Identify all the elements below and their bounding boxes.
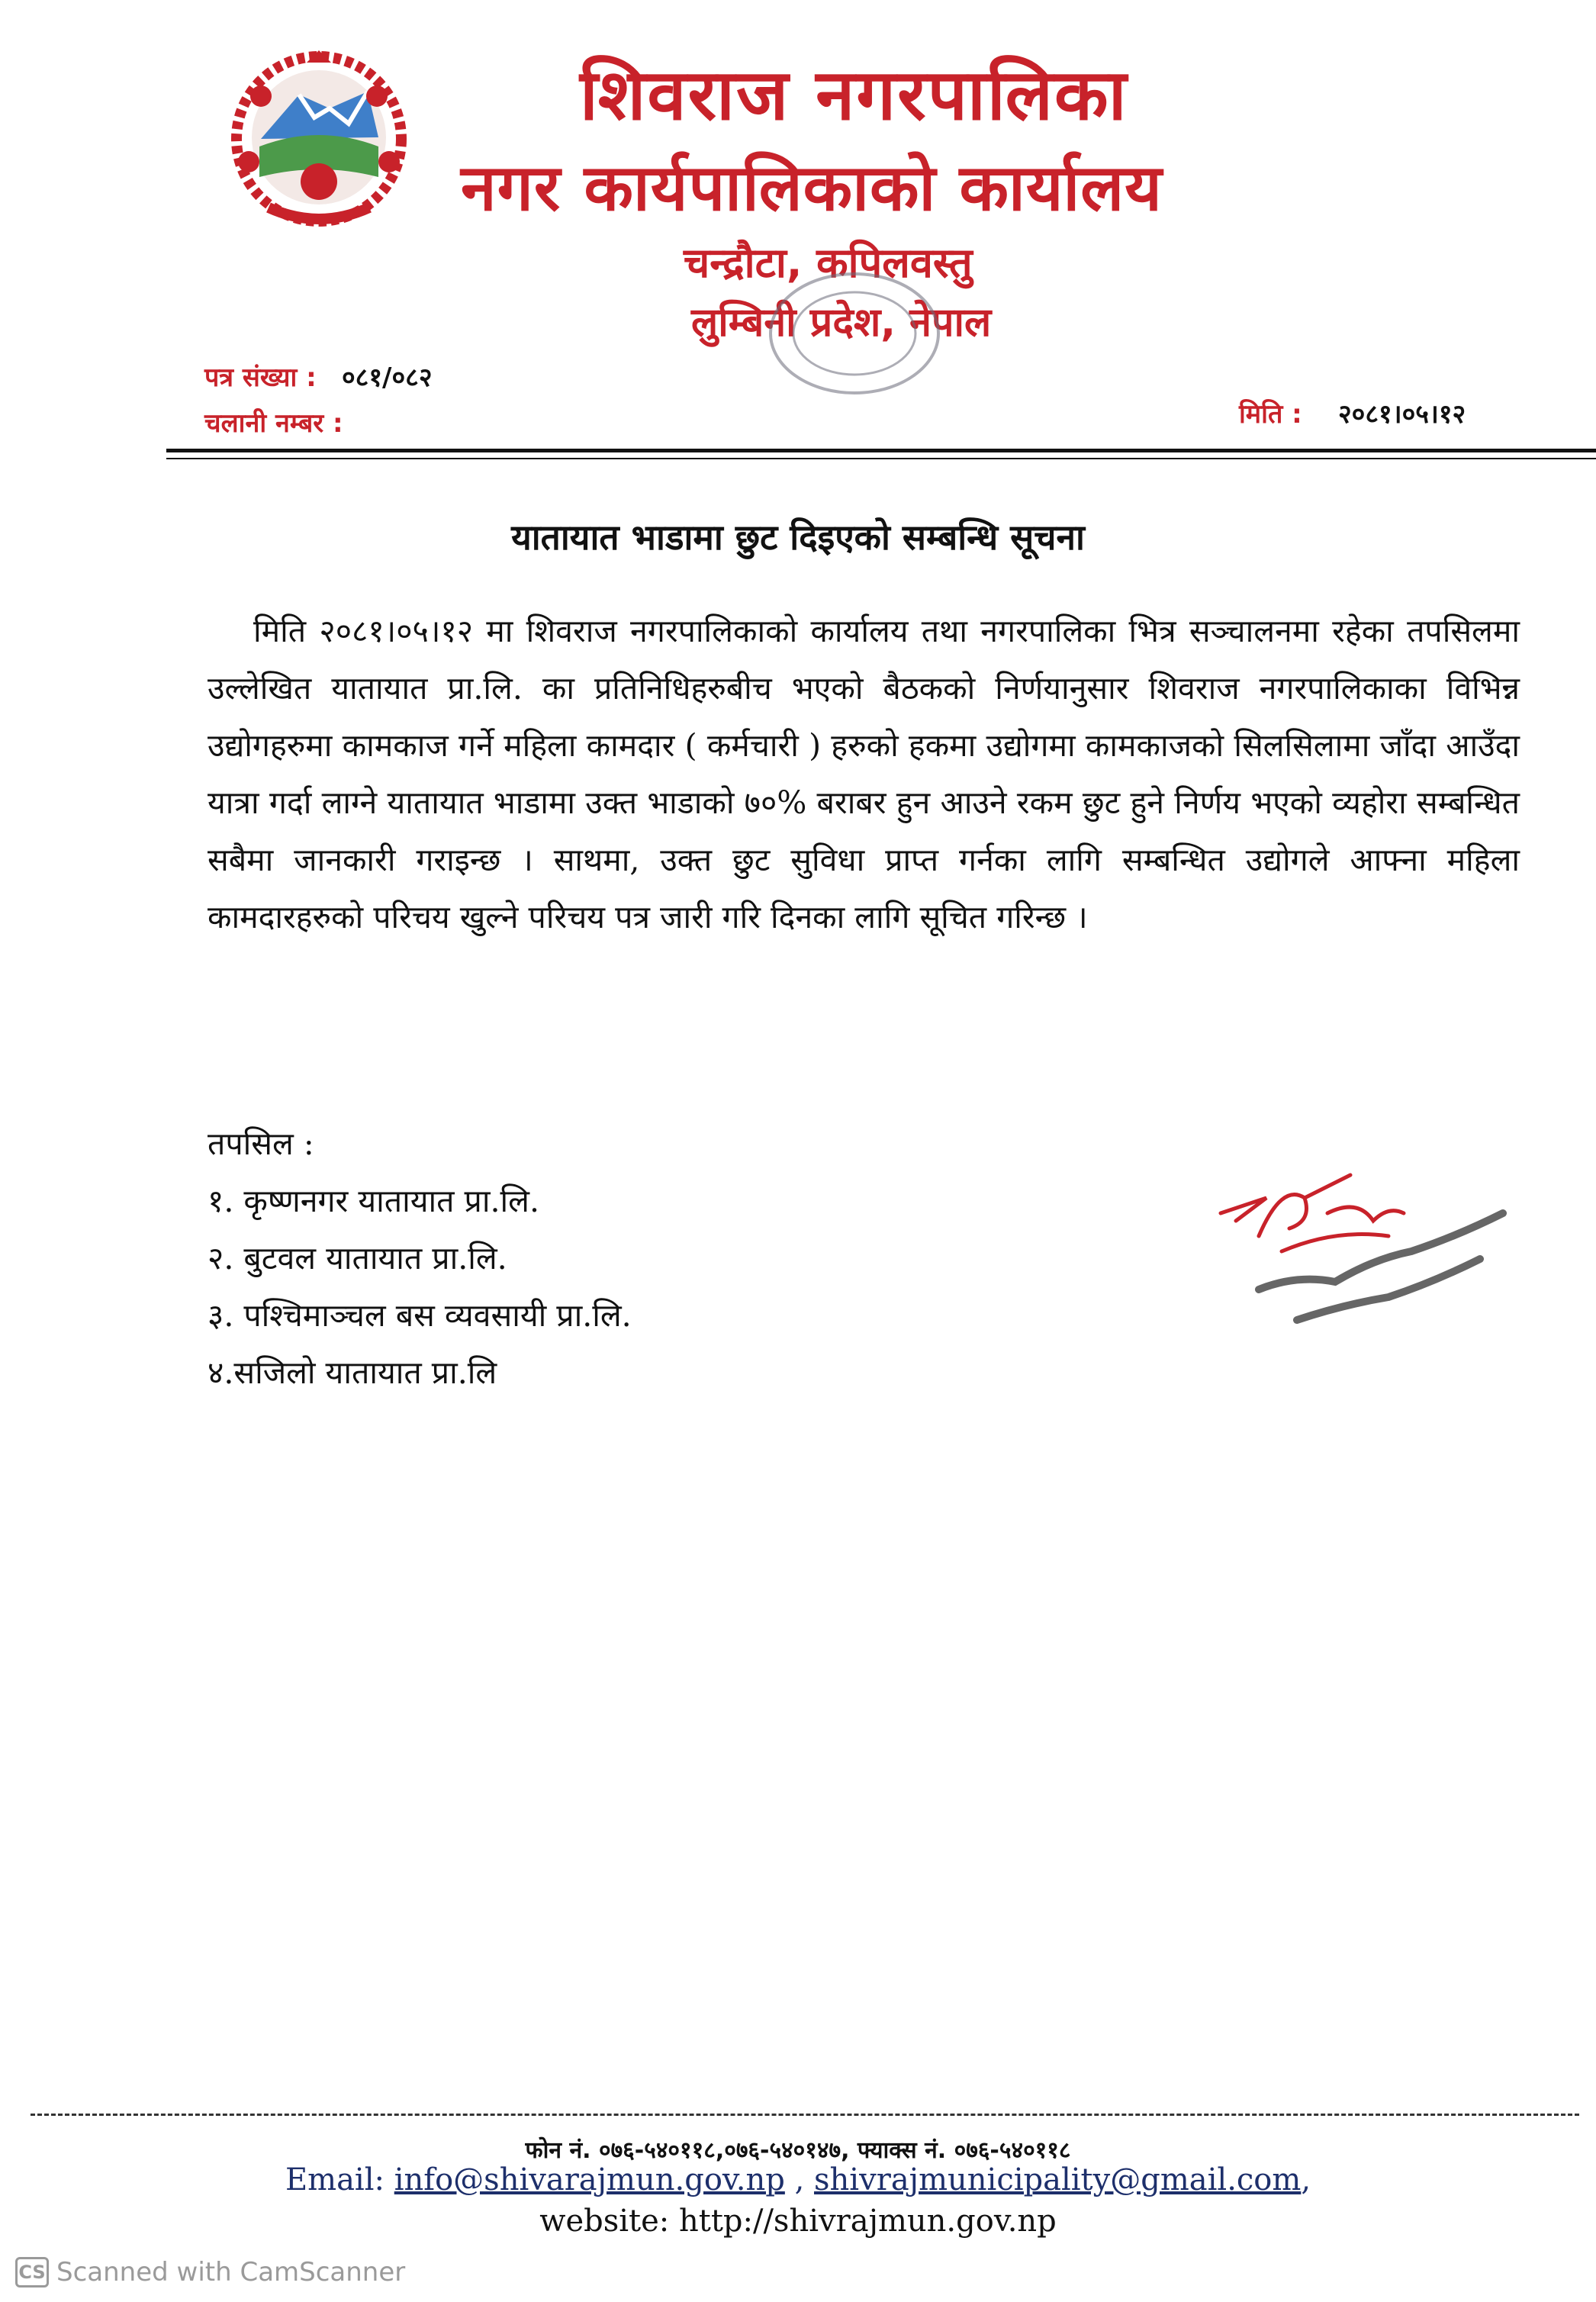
website-link[interactable]: http://shivrajmun.gov.np [678,2204,1057,2239]
org-name: शिवराज नगरपालिका [580,54,1128,136]
nepal-emblem-logo [215,47,423,232]
scanner-watermark-text: Scanned with CamScanner [56,2257,406,2288]
list-item: ४.सजिलो यातायात प्रा.लि [208,1354,497,1391]
email-label: Email: [285,2162,385,2197]
list-item: १. कृष्णनगर यातायात प्रा.लि. [208,1183,539,1219]
notice-body: मिति २०८१।०५।१२ मा शिवराज नगरपालिकाको कार्यालय तथा नगरपालिका भित्र सञ्चालनमा रहेका तपसिलमा उल्लेखित यातायात प्रा.लि. का प्रतिनिधिहरुबीच भएको बैठकको निर्णयानुसार शिवराज नगरपालिकाका विभिन्न उद्योगहरुमा कामकाज गर्ने महिला कामदार ( कर्मचारी ) हरुको हकमा उद्योगमा कामकाजको सिलसिलामा जाँदा आउँदा यात्रा गर्दा लाग्ने यातायात भाडामा उक्त भाडाको ७०% बराबर हुन आउने रकम छुट हुने निर्णय भएको व्यहोरा सम्बन्धित सबैमा जानकारी गराइन्छ । साथमा, उक्त छुट सुविधा प्राप्त गर्नका लागि सम्बन्धित उद्योगले आफ्ना महिला कामदारहरुको परिचय खुल्ने परिचय पत्र जारी गरि दिनका लागि सूचित गरिन्छ । [208,613,1520,935]
list-heading: तपसिल : [208,1125,314,1162]
camscanner-logo-icon: CS [15,2257,49,2288]
ref-number-label: पत्र संख्या : [204,362,317,393]
date-label: मिति : [1239,399,1302,430]
office-name: नगर कार्यपालिकाको कार्यालय [461,150,1163,225]
list-item: ३. पश्चिमाञ्चल बस व्यवसायी प्रा.लि. [208,1297,632,1334]
date-value: २०८१।०५।१२ [1338,399,1466,430]
email-separator: , [794,2162,805,2197]
website-label: website: [539,2204,670,2239]
list-item: २. बुटवल यातायात प्रा.लि. [208,1240,507,1277]
email-link-primary[interactable]: info@shivarajmun.gov.np [394,2162,785,2197]
address-line-1: चन्द्रौटा, कपिलवस्तु [684,239,973,287]
contact-email-line [0,2162,1596,2197]
scanner-watermark [15,2257,405,2288]
ref-number-value: ०८१/०८२ [342,362,433,393]
contact-website-line [0,2204,1596,2239]
notice-title: यातायात भाडामा छुट दिइएको सम्बन्धि सूचना [511,517,1085,558]
address-line-2: लुम्बिनी प्रदेश, नेपाल [691,300,992,346]
email-link-secondary[interactable]: shivrajmunicipality@gmail.com [814,2162,1302,2197]
dispatch-number-label: चलानी नम्बर : [204,408,343,439]
header-divider [166,449,1596,452]
header-divider-thin [166,458,1596,459]
signature-stamp [1213,1167,1533,1396]
email-suffix: , [1301,2162,1311,2197]
office-seal-stamp [763,269,946,398]
contact-phone: फोन नं. ०७६-५४०११८,०७६-५४०१४७, फ्याक्स नं. ०७६-५४०११८ [525,2137,1071,2164]
footer-divider [31,2114,1579,2116]
